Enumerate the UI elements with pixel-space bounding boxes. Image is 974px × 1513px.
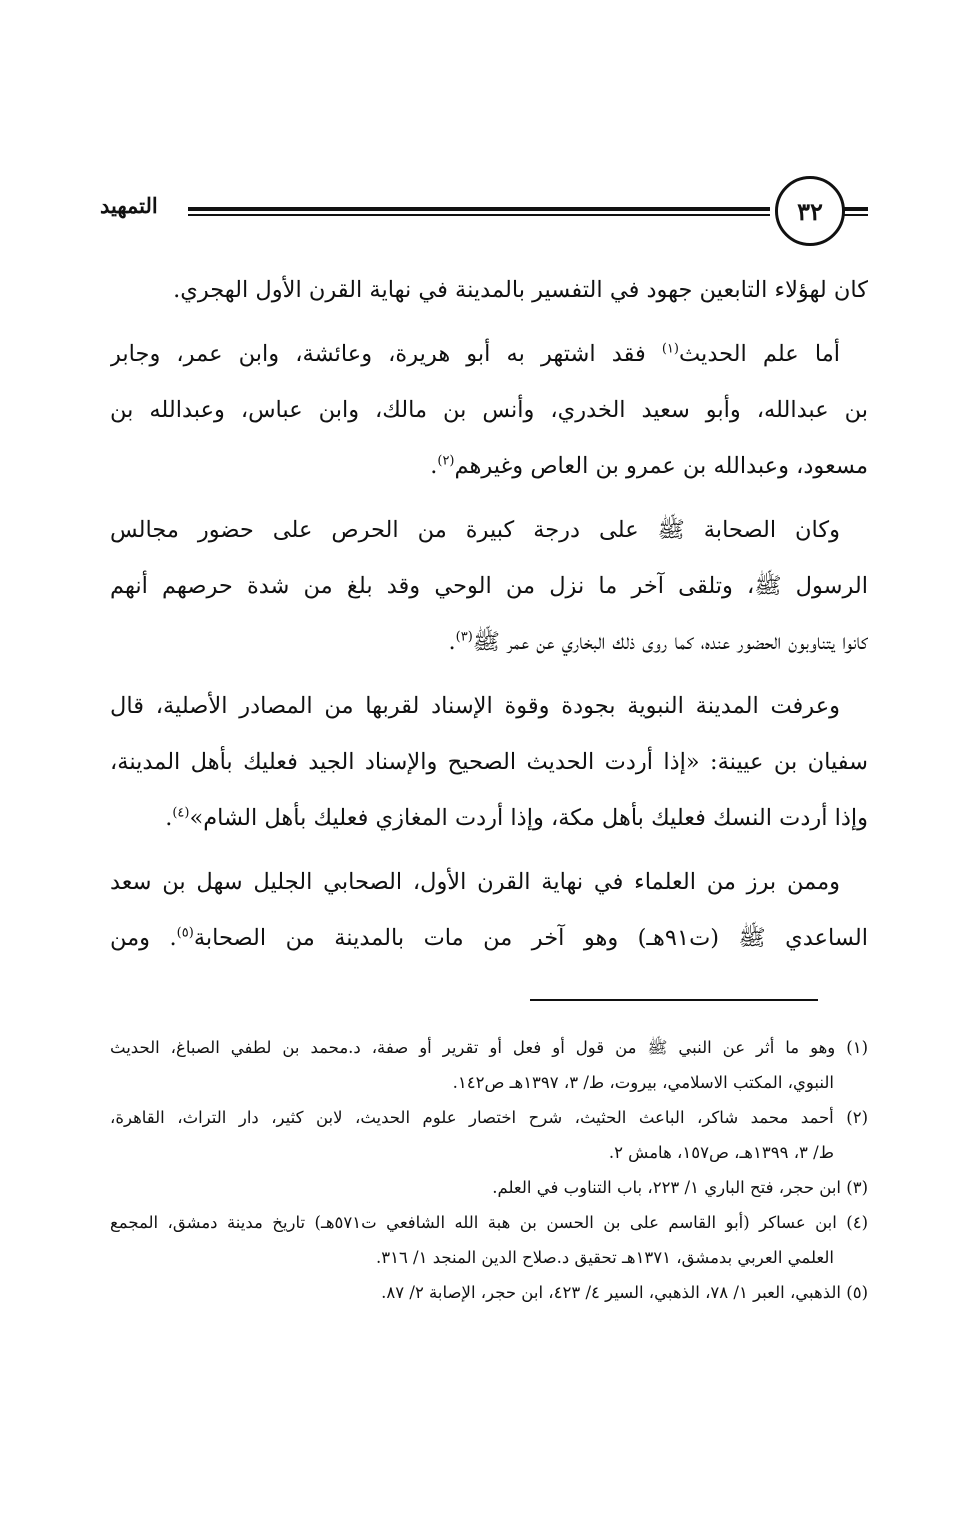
- body-text: [110, 262, 868, 966]
- page-number: [775, 176, 845, 246]
- footnote-separator: [530, 999, 818, 1001]
- footnote-line: (٥) الذهبي، العبر ١/ ٧٨، الذهبي، السير ٤/ ٤٢٣، ابن حجر، الإصابة ٢/ ٨٧.: [381, 1283, 868, 1302]
- paragraph-line: وكان الصحابة ﷺ على درجة كبيرة من الحرص على حضور مجالس: [110, 517, 840, 543]
- paragraph-line: الساعدي ﷺ (ت٩١هـ) وهو آخر من مات بالمدينة من الصحابة$^{(٥)}$. ومن: [110, 925, 868, 951]
- footnote-line: (٣) ابن حجر، فتح الباري ١/ ٢٢٣، باب التناوب في العلم.: [492, 1178, 868, 1197]
- footnote-ref[interactable]: (٢): [437, 453, 455, 469]
- footnote-line: العلمي العربي بدمشق، ١٣٧١هـ تحقيق د.صلاح الدين المنجد ١/ ٣١٦.: [375, 1248, 834, 1267]
- header-rule-left: [188, 207, 770, 216]
- footnote-line: (٤) ابن عساكر (أبو القاسم على بن الحسن بن هبة الله الشافعي ت٥٧١هـ) تاريخ مدينة دمشق، المجمع: [110, 1213, 868, 1232]
- footnote-line: النبوي، المكتب الاسلامي، بيروت، ط/ ٣، ١٣٩٧هـ ص١٤٢.: [452, 1073, 834, 1092]
- footnote-line: ط/ ٣، ١٣٩٩هـ، ص١٥٧، هامش ٢.: [608, 1143, 834, 1162]
- chapter-title: التمهيد: [100, 193, 158, 218]
- page-number-text: ٣٢: [797, 196, 823, 226]
- paragraph-line: سفيان بن عيينة: «إذا أردت الحديث الصحيح والإسناد الجيد فعليك بأهل المدينة،: [110, 749, 868, 775]
- paragraph-line: كان لهؤلاء التابعين جهود في التفسير بالمدينة في نهاية القرن الأول الهجري.: [173, 277, 868, 303]
- paragraph-line: وإذا أردت النسك فعليك بأهل مكة، وإذا أردت المغازي فعليك بأهل الشام»$^{(٤)}$.: [165, 805, 868, 831]
- paragraph-line: وممن برز من العلماء في نهاية القرن الأول، الصحابي الجليل سهل بن سعد: [110, 869, 840, 895]
- running-header: [100, 176, 868, 248]
- footnote-line: (١) وهو ما أثر عن النبي ﷺ من قول أو فعل أو تقرير أو صفة، د.محمد بن لطفي الصباغ، الحديث: [110, 1038, 868, 1057]
- footnote-ref[interactable]: (١): [661, 341, 679, 357]
- paragraph-line: وعرفت المدينة النبوية بجودة وقوة الإسناد لقربها من المصادر الأصلية، قال: [110, 693, 840, 719]
- paragraph-line: أما علم الحديث$^{(١)}$ فقد اشتهر به أبو هريرة، وعائشة، وابن عمر، وجابر: [110, 341, 840, 367]
- footnote-line: (٢) أحمد محمد شاكر، الباعث الحثيث، شرح اختصار علوم الحديث، لابن كثير، دار التراث، القاهرة،: [110, 1108, 868, 1127]
- paragraph-line: بن عبدالله، وأبو سعيد الخدري، وأنس بن مالك، وابن عباس، وعبدالله بن: [110, 397, 868, 423]
- paragraph-line: كانوا يتناوبون الحضور عنده، كما روى ذلك البخاري عن عمر ﷺ$^{(٣)}$.: [448, 629, 868, 655]
- footnote-ref[interactable]: (٤): [172, 805, 190, 821]
- footnotes: [110, 1030, 868, 1310]
- footnote-ref[interactable]: (٣): [455, 629, 473, 645]
- paragraph-line: الرسول ﷺ، وتلقى آخر ما نزل من الوحي وقد بلغ من شدة حرصهم أنهم: [110, 573, 868, 599]
- footnote-ref[interactable]: (٥): [176, 925, 194, 941]
- paragraph-line: مسعود، وعبدالله بن عمرو بن العاص وغيرهم$^{(٢)}$.: [430, 453, 868, 479]
